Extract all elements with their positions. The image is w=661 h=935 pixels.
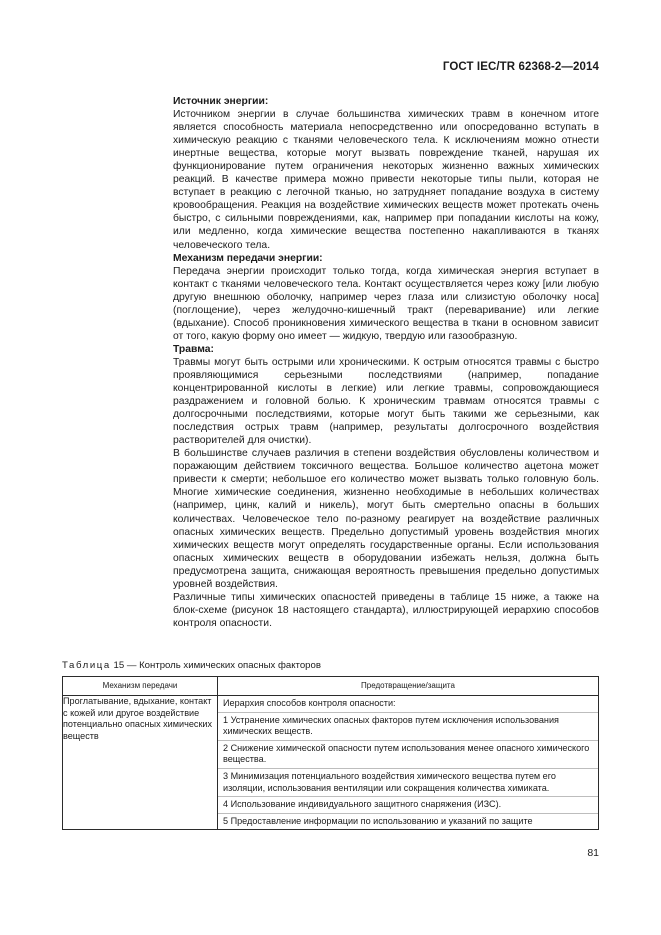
table-caption-word: Таблица: [62, 660, 111, 671]
heading-energy-source: Источник энергии:: [173, 96, 269, 107]
table-row: [63, 696, 599, 830]
hazard-control-table: [62, 676, 599, 830]
cell-mechanism: Проглатывание, вдыхание, контакт с кожей или другое воздействие потенциально опасных химических веществ: [63, 696, 218, 830]
column-header-mechanism: Механизм передачи: [63, 677, 218, 696]
paragraph-injury-1: Травмы могут быть острыми или хроническими. К острым относятся травмы с быстро проявляющимися серьезными последствиями (например, попадание концентрированной кислоты в легкие) или легкие травмы, сопровождающиеся раздражением и головной болью. К хроническим травмам относятся травмы с долгосрочными последствиями, которые могут быть такими же серьезными, как последствия острых травм (например, результаты долгосрочного воздействия растворителей для очистки).: [173, 356, 599, 447]
page-number: 81: [587, 847, 599, 859]
body-text: [173, 95, 599, 630]
table-caption-title: 15 — Контроль химических опасных факторов: [113, 660, 321, 671]
heading-transfer-mechanism: Механизм передачи энергии:: [173, 252, 323, 264]
cell-prevention: [218, 696, 599, 830]
prevention-line: Иерархия способов контроля опасности:: [218, 696, 598, 713]
prevention-line: 4 Использование индивидуального защитного снаряжения (ИЗС).: [218, 797, 598, 814]
table-header-row: [63, 677, 599, 696]
document-code: ГОСТ IEC/TR 62368-2—2014: [442, 61, 599, 73]
paragraph-energy-source: Источником энергии в случае большинства химических травм в конечном итоге является способность материала непосредственно или опосредованно вступать в химическую реакцию с тканями человеческого тела. К исключениям можно отнести инертные вещества, которые могут вызвать повреждение тканей, нарушая их функционирование путем ограничения некоторых жизненно важных химических реакций. В качестве примера можно привести некоторые типы пыли, которая не вступает в реакцию с легочной тканью, но затрудняет попадание воздуха в систему кровообращения. Реакция на воздействие химических веществ может протекать очень быстро, с сильными повреждениями, как, например при попадании кислоты на кожу, или медленно, когда химические вещества постепенно накапливаются в тканях человеческого тела.: [173, 109, 599, 251]
paragraph-transfer-mechanism: Передача энергии происходит только тогда, когда химическая энергия вступает в контакт с тканями человеческого тела. Контакт осуществляется через кожу [или любую другую внешнюю оболочку, например через глаза или слизистую оболочку носа] (поглощение), через желудочно-кишечный тракт (переваривание) или легкие (вдыхание). Способ проникновения химического вещества в ткани в основном зависит от того, какую форму оно имеет — жидкую, твердую или газообразную.: [173, 265, 599, 342]
prevention-line: 1 Устранение химических опасных факторов путем исключения использования химических веществ.: [218, 713, 598, 741]
heading-injury: Травма:: [173, 343, 214, 355]
table-caption: [62, 660, 321, 671]
column-header-prevention: Предотвращение/защита: [218, 677, 599, 696]
prevention-line: 2 Снижение химической опасности путем использования менее опасного химического вещества.: [218, 741, 598, 769]
paragraph-injury-2: В большинстве случаев различия в степени воздействия обусловлены количеством и поражающим действием токсичного вещества. Большое количество ацетона может привести к смерти; небольшое его количество может вызвать только головную боль. Многие химические соединения, жизненно необходимые в небольших количествах (например, цинк, калий и никель), могут быть смертельно опасны в больших количествах. Человеческое тело по-разному реагирует на воздействие различных опасных химических веществ. Предельно допустимый уровень воздействия многих химических веществ могут определять государственные органы. Если использования опасных химических веществ в оборудовании избежать нельзя, должна быть предусмотрена защита, снижающая вероятность превышения предельно допустимых уровней воздействия.: [173, 448, 599, 590]
prevention-line: 3 Минимизация потенциального воздействия химического вещества путем его изоляции, использования вентиляции или сокращения количества химиката.: [218, 769, 598, 797]
paragraph-injury-3: Различные типы химических опасностей приведены в таблице 15 ниже, а также на блок-схеме (рисунок 18 настоящего стандарта), иллюстрирующей иерархию способов контроля опасности.: [173, 591, 599, 629]
prevention-line: 5 Предоставление информации по использованию и указаний по защите: [223, 815, 533, 826]
